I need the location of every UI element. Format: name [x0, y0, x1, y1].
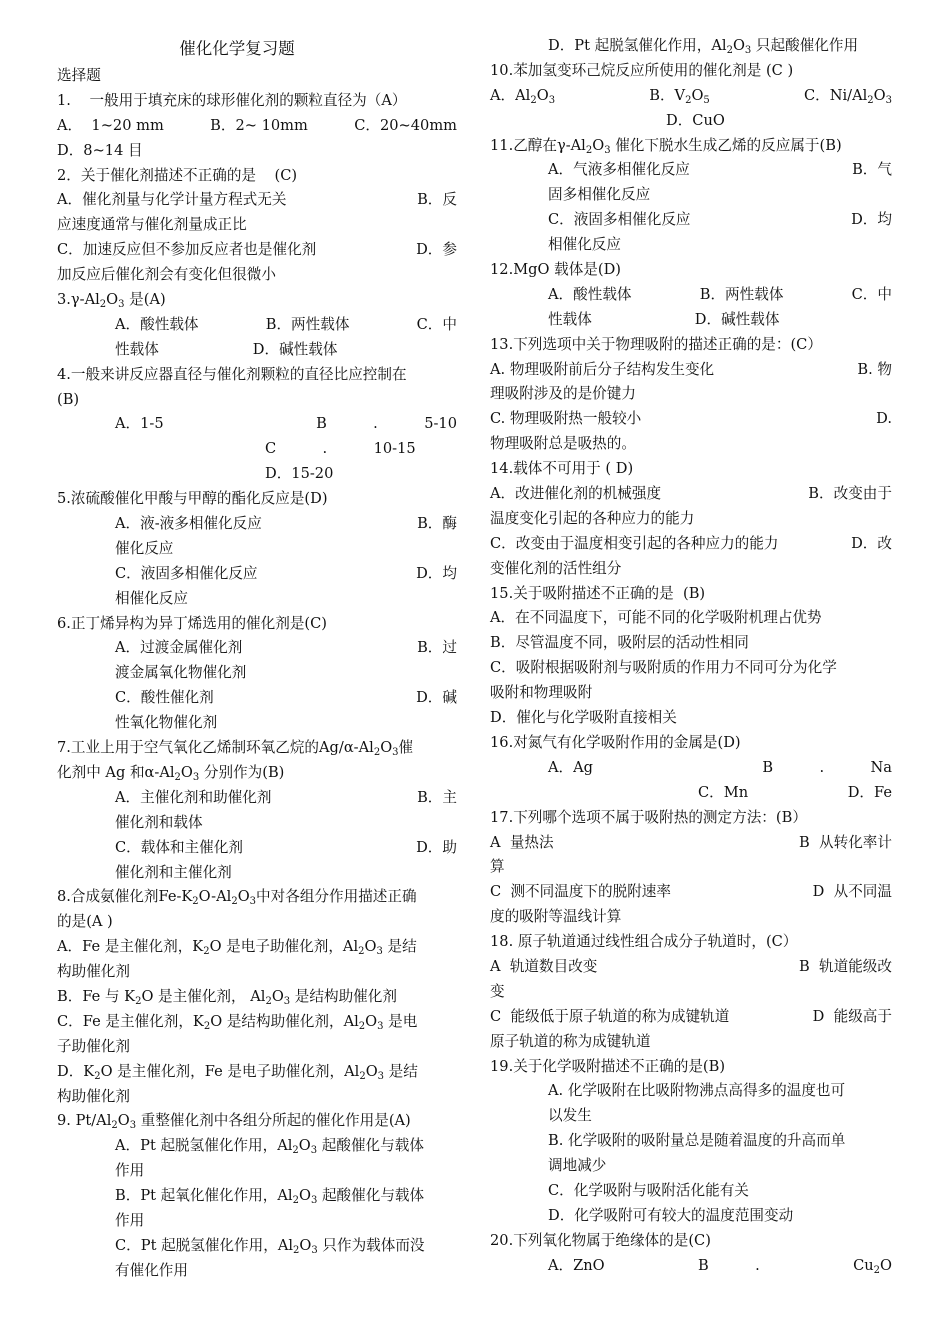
left-line-27	[57, 711, 457, 736]
right-line-11-part-2: B．两性载体	[699, 285, 784, 303]
left-line-49-part-1: 有催化作用	[115, 1261, 188, 1279]
left-line-16: C . 10-15	[265, 440, 416, 458]
right-line-29	[490, 731, 892, 756]
left-line-22-part-1: 相催化反应	[115, 589, 188, 607]
right-line-35-part-2: D 从不同温	[812, 883, 892, 901]
left-line-42-part-1: 构助催化剂	[57, 1087, 130, 1105]
left-line-9	[57, 263, 457, 288]
left-line-21	[57, 562, 457, 587]
right-line-40-part-1: C 能级低于原子轨道的称为成键轨道	[490, 1007, 730, 1025]
right-line-40	[490, 1005, 892, 1030]
right-line-36	[490, 905, 892, 930]
right-line-7-part-1: 固多相催化反应	[548, 186, 651, 204]
right-line-35	[490, 880, 892, 905]
left-line-11-part-2: B．两性载体	[265, 315, 350, 333]
left-line-13-part-1: 4.一般来讲反应器直径与催化剂颗粒的直径比应控制在	[57, 365, 407, 383]
left-line-36: A．Fe 是主催化剂，$K_2O$ 是电子助催化剂，$Al_2O_3$ 是结	[57, 938, 417, 958]
right-line-18	[490, 457, 892, 482]
left-line-42	[57, 1085, 457, 1110]
right-line-2-part-1: 10.苯加氢变环己烷反应所使用的催化剂是 (C )	[490, 61, 794, 79]
left-line-19-part-1: A．液-液多相催化反应	[115, 515, 262, 533]
right-line-41-part-1: 原子轨道的称为成键轨道	[490, 1032, 651, 1050]
left-line-18-part-1: 5.浓硫酸催化甲酸与甲醇的酯化反应是(D)	[57, 490, 328, 508]
right-line-46	[490, 1154, 892, 1179]
right-line-26-part-1: C．吸附根据吸附剂与吸附质的作用力不同可分为化学	[490, 659, 837, 677]
right-line-32	[490, 806, 892, 831]
left-line-21-part-2: D．均	[416, 564, 457, 582]
left-line-19	[57, 512, 457, 537]
right-line-42-part-1: 19.关于化学吸附描述不正确的是(B)	[490, 1057, 726, 1075]
left-line-25	[57, 661, 457, 686]
left-line-46: B．Pt 起氧化催化作用，$Al_2O_3$ 起酸催化与载体	[115, 1187, 425, 1207]
right-line-13-part-1: 13.下列选项中关于物理吸附的描述正确的是：(C）	[490, 335, 822, 353]
left-line-32-part-2: D．助	[416, 838, 457, 856]
left-line-3-part-3: C．20~40mm	[354, 116, 457, 134]
right-line-20-part-1: 温度变化引起的各种应力的能力	[490, 509, 695, 527]
right-column	[490, 34, 892, 1279]
left-line-39: C．Fe 是主催化剂，$K_2O$ 是结构助催化剂，$Al_2O_3$ 是电	[57, 1012, 418, 1032]
left-line-9-part-1: 加反应后催化剂会有变化但很微小	[57, 266, 276, 284]
right-line-11-part-1: A．酸性载体	[548, 285, 632, 303]
left-line-1	[57, 64, 457, 89]
right-line-19-part-1: A．改进催化剂的机械强度	[490, 485, 662, 503]
right-line-23-part-1: 15.关于吸附描述不正确的是 (B)	[490, 584, 706, 602]
right-line-39-part-1: 变	[490, 982, 505, 1000]
left-line-35	[57, 910, 457, 935]
right-line-48-part-1: D．化学吸附可有较大的温度范围变动	[548, 1206, 794, 1224]
right-line-11	[490, 283, 892, 308]
left-line-30-part-2: B．主	[417, 788, 457, 806]
left-line-33-part-1: 催化剂和主催化剂	[115, 863, 232, 881]
right-line-2	[490, 59, 892, 84]
left-line-24	[57, 636, 457, 661]
right-line-44-part-1: 以发生	[548, 1107, 592, 1125]
left-line-1-part-1: 选择题	[57, 67, 101, 84]
right-line-37-part-1: 18. 原子轨道通过线性组合成分子轨道时，(C）	[490, 933, 798, 951]
right-line-44	[490, 1104, 892, 1129]
left-line-31	[57, 811, 457, 836]
left-line-31-part-1: 催化剂和载体	[115, 813, 203, 831]
left-line-6	[57, 188, 457, 213]
right-line-49	[490, 1229, 892, 1254]
left-line-47-part-1: 作用	[115, 1211, 145, 1229]
left-line-7	[57, 213, 457, 238]
left-line-26	[57, 686, 457, 711]
left-line-3	[57, 114, 457, 139]
right-line-14-part-2: B. 物	[857, 360, 892, 378]
right-line-24	[490, 606, 892, 631]
right-line-3: A．$Al_2O_3$ B．$V_2O_5$ C．$Ni/Al_2O_3$	[490, 86, 892, 106]
left-line-22	[57, 587, 457, 612]
left-line-6-part-2: B．反	[417, 191, 457, 209]
left-line-8-part-1: C．加速反应但不参加反应者也是催化剂	[57, 241, 317, 259]
left-column	[57, 34, 457, 1284]
right-line-41	[490, 1030, 892, 1055]
page-title: 催化化学复习题	[179, 39, 295, 58]
right-line-15	[490, 382, 892, 407]
right-line-27-part-1: 吸附和物理吸附	[490, 684, 593, 702]
right-line-1: D．Pt 起脱氢催化作用，$Al_2O_3$ 只起酸催化作用	[548, 37, 859, 56]
right-line-21-part-1: C．改变由于温度相变引起的各种应力的能力	[490, 534, 779, 552]
left-line-32	[57, 836, 457, 861]
left-line-28: 7.工业上用于空气氧化乙烯制环氧乙烷的$Ag/\alpha-Al_2O_3$催	[57, 739, 414, 759]
left-line-2-part-1: 1. 一般用于填充床的球形催化剂的颗粒直径为（A）	[57, 91, 407, 109]
left-line-23	[57, 612, 457, 637]
left-line-2	[57, 89, 457, 114]
left-line-37-part-1: 构助催化剂	[57, 963, 130, 981]
left-line-10: $3.\gamma-Al_2O_3$ 是(A)	[57, 291, 166, 311]
right-line-13	[490, 333, 892, 358]
left-line-8	[57, 238, 457, 263]
right-line-38-part-1: A 轨道数目改变	[490, 957, 598, 975]
left-line-13	[57, 363, 457, 388]
right-line-12: 性载体 D．碱性载体	[548, 310, 780, 328]
right-line-11-part-3: C．中	[851, 285, 892, 303]
right-line-8	[490, 208, 892, 233]
left-line-32-part-1: C．载体和主催化剂	[115, 838, 243, 856]
right-line-39	[490, 980, 892, 1005]
left-line-5	[57, 164, 457, 189]
right-line-14-part-1: A. 物理吸附前后分子结构发生变化	[490, 360, 715, 378]
right-line-22-part-1: 变催化剂的活性组分	[490, 559, 622, 577]
left-line-4	[57, 139, 457, 164]
right-line-26	[490, 656, 892, 681]
right-line-32-part-1: 17.下列哪个选项不属于吸附热的测定方法：(B）	[490, 808, 807, 826]
left-line-11-part-1: A．酸性载体	[115, 315, 199, 333]
right-line-49-part-1: 20.下列氧化物属于绝缘体的是(C)	[490, 1231, 711, 1249]
left-line-18	[57, 487, 457, 512]
left-line-8-part-2: D．参	[416, 241, 457, 259]
right-line-9-part-1: 相催化反应	[548, 236, 621, 254]
right-line-6-part-2: B．气	[852, 161, 892, 179]
right-line-21	[490, 532, 892, 557]
left-line-19-part-2: B．酶	[417, 515, 457, 533]
left-line-14-part-1: (B)	[57, 390, 80, 408]
right-line-46-part-1: 调地减少	[548, 1157, 607, 1175]
right-line-31: C．Mn D．Fe	[698, 783, 892, 801]
right-line-5: 11.乙醇在$\gamma-Al_2O_3$ 催化下脱水生成乙烯的反应属于(B)	[490, 136, 842, 156]
right-line-14	[490, 358, 892, 383]
left-question-list	[57, 64, 457, 1284]
right-line-38	[490, 955, 892, 980]
right-line-43	[490, 1079, 892, 1104]
right-line-6-part-1: A．气液多相催化反应	[548, 161, 690, 179]
right-line-40-part-2: D 能级高于	[812, 1007, 892, 1025]
right-line-17-part-1: 物理吸附总是吸热的。	[490, 435, 636, 453]
left-line-40	[57, 1035, 457, 1060]
right-line-4: D．CuO	[666, 111, 725, 129]
right-line-15-part-1: 理吸附涉及的是价键力	[490, 385, 636, 403]
left-line-29: 化剂中 Ag 和$\alpha-Al_2O_3$ 分别作为(B)	[57, 763, 285, 783]
right-line-19	[490, 482, 892, 507]
left-line-45-part-1: 作用	[115, 1162, 145, 1180]
right-line-48	[490, 1204, 892, 1229]
right-question-list	[490, 34, 892, 1279]
right-line-37	[490, 930, 892, 955]
right-line-47	[490, 1179, 892, 1204]
right-line-30-part-2: B . Na	[762, 758, 892, 776]
left-line-7-part-1: 应速度通常与催化剂量成正比	[57, 216, 247, 234]
left-line-44: A．Pt 起脱氢催化作用，$Al_2O_3$ 起酸催化与载体	[115, 1137, 424, 1157]
right-line-18-part-1: 14.载体不可用于 ( D)	[490, 460, 634, 478]
left-line-5-part-1: 2．关于催化剂描述不正确的是 (C)	[57, 166, 298, 184]
right-line-50: A．ZnO B . $Cu_2O$	[548, 1256, 892, 1276]
right-line-20	[490, 507, 892, 532]
left-line-49	[57, 1259, 457, 1284]
right-line-35-part-1: C 测不同温度下的脱附速率	[490, 883, 671, 901]
right-line-43-part-1: A. 化学吸附在比吸附物沸点高得多的温度也可	[548, 1082, 846, 1100]
right-line-16	[490, 407, 892, 432]
left-line-26-part-1: C．酸性催化剂	[115, 689, 214, 707]
left-line-43: 9. $Pt/Al_2O_3$ 重整催化剂中各组分所起的催化作用是(A)	[57, 1112, 411, 1132]
left-line-38: B．Fe 与 $K_2O$ 是主催化剂， $Al_2O_3$ 是结构助催化剂	[57, 987, 397, 1007]
left-line-3-part-2: B．2~ 10mm	[210, 116, 308, 134]
left-line-40-part-1: 子助催化剂	[57, 1037, 130, 1055]
right-line-25	[490, 631, 892, 656]
right-line-28-part-1: D．催化与化学吸附直接相关	[490, 709, 677, 727]
right-line-8-part-1: C．液固多相催化反应	[548, 211, 691, 229]
left-line-24-part-2: B．过	[417, 639, 457, 657]
right-line-24-part-1: A．在不同温度下，可能不同的化学吸附机理占优势	[490, 609, 822, 627]
left-line-34: 8.合成氨催化剂$Fe-K_2O-Al_2O_3$中对各组分作用描述正确	[57, 888, 417, 908]
left-line-15-part-2: B . 5-10	[316, 415, 457, 433]
right-line-34-part-1: 算	[490, 858, 505, 876]
right-line-33-part-2: B 从转化率计	[799, 833, 892, 851]
left-line-6-part-1: A．催化剂量与化学计量方程式无关	[57, 191, 287, 209]
left-line-48: C．Pt 起脱氢催化作用，$Al_2O_3$ 只作为载体而没	[115, 1236, 425, 1256]
left-line-3-part-1: A． 1~20 mm	[57, 116, 164, 134]
right-line-45	[490, 1129, 892, 1154]
left-line-23-part-1: 6.正丁烯异构为异丁烯选用的催化剂是(C)	[57, 614, 327, 632]
right-line-25-part-1: B．尽管温度不同，吸附层的活动性相同	[490, 634, 749, 652]
right-line-28	[490, 706, 892, 731]
right-line-9	[490, 233, 892, 258]
left-line-30-part-1: A．主催化剂和助催化剂	[115, 788, 272, 806]
left-line-24-part-1: A．过渡金属催化剂	[115, 639, 243, 657]
left-line-35-part-1: 的是(A )	[57, 913, 113, 931]
left-line-11-part-3: C．中	[416, 315, 457, 333]
right-line-21-part-2: D．改	[851, 534, 892, 552]
left-line-47	[57, 1209, 457, 1234]
left-line-27-part-1: 性氧化物催化剂	[115, 714, 218, 732]
left-line-37	[57, 960, 457, 985]
left-line-20	[57, 537, 457, 562]
left-line-30	[57, 786, 457, 811]
right-line-16-part-2: D.	[876, 410, 892, 428]
right-line-29-part-1: 16.对氮气有化学吸附作用的金属是(D)	[490, 733, 741, 751]
left-line-41: D．$K_2O$ 是主催化剂，Fe 是电子助催化剂，$Al_2O_3$ 是结	[57, 1062, 418, 1082]
left-line-15-part-1: A．1-5	[115, 415, 164, 433]
left-line-15	[57, 412, 457, 437]
right-line-36-part-1: 度的吸附等温线计算	[490, 908, 622, 926]
right-line-7	[490, 183, 892, 208]
right-line-10-part-1: 12.MgO 载体是(D)	[490, 261, 621, 279]
left-line-21-part-1: C．液固多相催化反应	[115, 564, 258, 582]
left-line-4-part-1: D．8~14 目	[57, 141, 143, 159]
right-line-17	[490, 432, 892, 457]
left-line-14	[57, 388, 457, 413]
left-line-17: D．15-20	[265, 465, 334, 483]
right-line-10	[490, 258, 892, 283]
right-line-33	[490, 831, 892, 856]
right-line-38-part-2: B 轨道能级改	[799, 957, 892, 975]
left-line-11	[57, 313, 457, 338]
right-line-45-part-1: B. 化学吸附的吸附量总是随着温度的升高而单	[548, 1132, 846, 1150]
right-line-42	[490, 1055, 892, 1080]
right-line-19-part-2: B．改变由于	[808, 485, 892, 503]
right-line-6	[490, 158, 892, 183]
right-line-23	[490, 582, 892, 607]
left-line-25-part-1: 渡金属氧化物催化剂	[115, 664, 247, 682]
left-line-26-part-2: D．碱	[416, 689, 457, 707]
left-line-20-part-1: 催化反应	[115, 539, 174, 557]
right-line-47-part-1: C．化学吸附与吸附活化能有关	[548, 1181, 749, 1199]
left-line-45	[57, 1159, 457, 1184]
right-line-34	[490, 855, 892, 880]
right-line-30	[490, 756, 892, 781]
right-line-33-part-1: A 量热法	[490, 833, 554, 851]
left-line-33	[57, 861, 457, 886]
left-line-12: 性载体 D．碱性载体	[115, 340, 338, 358]
right-line-8-part-2: D．均	[851, 211, 892, 229]
right-line-16-part-1: C. 物理吸附热一般较小	[490, 410, 642, 428]
right-line-30-part-1: A．Ag	[548, 758, 594, 776]
right-line-27	[490, 681, 892, 706]
right-line-22	[490, 557, 892, 582]
